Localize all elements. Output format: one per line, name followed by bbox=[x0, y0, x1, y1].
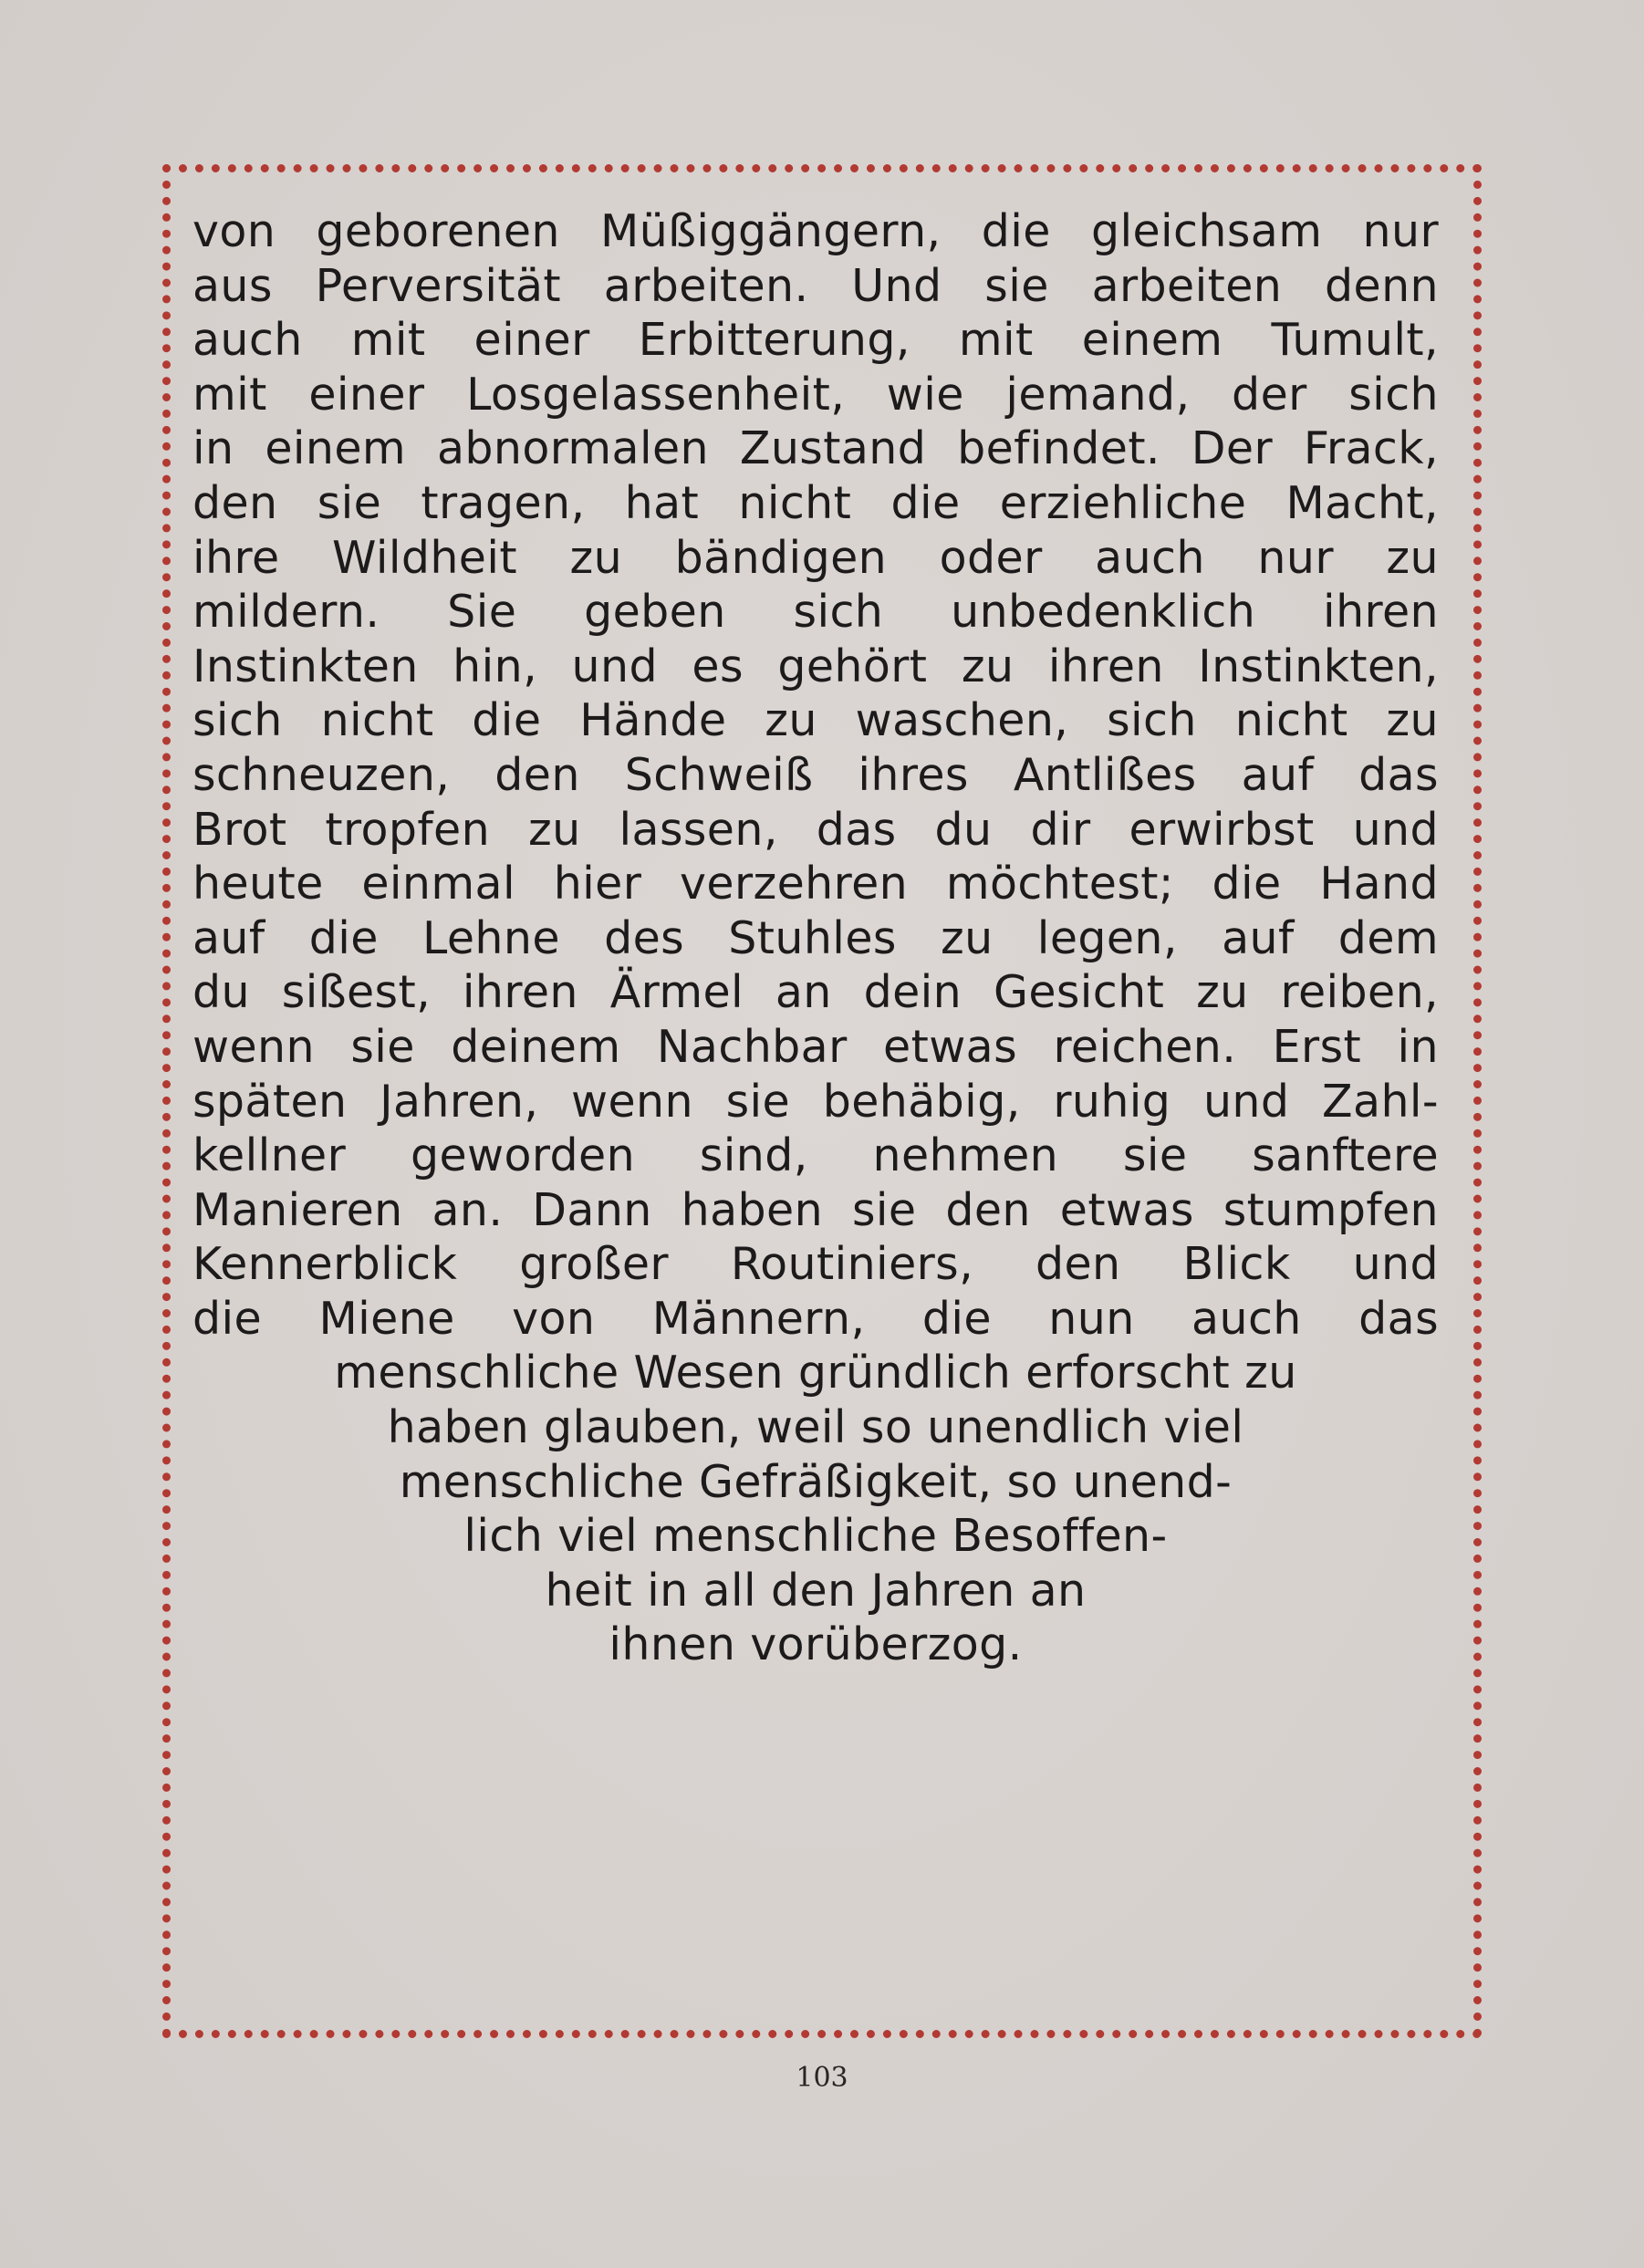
tail-line-5: heit in all den Jahren an bbox=[545, 1564, 1087, 1617]
text-line-9: Instinkten hin, und es gehört zu ihren Instinkten, bbox=[192, 640, 1439, 692]
tail-line-1: menschliche Wesen gründlich erforscht zu bbox=[334, 1347, 1297, 1399]
text-line-14: auf die Lehne des Stuhles zu legen, auf dem bbox=[192, 911, 1439, 964]
text-line-21: die Miene von Männern, die nun auch das bbox=[192, 1292, 1439, 1345]
text-line-3: auch mit einer Erbitterung, mit einem Tumult, bbox=[192, 314, 1439, 367]
page-number: 103 bbox=[796, 2062, 848, 2094]
text-line-19: Manieren an. Dann haben sie den etwas stumpfen bbox=[192, 1183, 1439, 1236]
tail-line-3: menschliche Gefräßigkeit, so unend- bbox=[399, 1455, 1233, 1508]
text-line-12: Brot tropfen zu lassen, das du dir erwirbst und bbox=[192, 803, 1439, 856]
tail-line-6: ihnen vorüberzog. bbox=[609, 1618, 1023, 1671]
text-line-10: sich nicht die Hände zu waschen, sich nicht zu bbox=[192, 694, 1439, 747]
text-line-13: heute einmal hier verzehren möchtest; die Hand bbox=[192, 858, 1439, 910]
text-line-17: späten Jahren, wenn sie behäbig, ruhig und Zahl- bbox=[192, 1075, 1439, 1128]
body-text bbox=[192, 204, 1439, 1672]
text-line-4: mit einer Losgelassenheit, wie jemand, der sich bbox=[192, 368, 1439, 421]
tail-line-2: haben glauben, weil so unendlich viel bbox=[387, 1401, 1244, 1454]
text-line-8: mildern. Sie geben sich unbedenklich ihren bbox=[192, 586, 1439, 639]
tail-line-4: lich viel menschliche Besoffen- bbox=[463, 1510, 1168, 1563]
text-line-2: aus Perversität arbeiten. Und sie arbeiten denn bbox=[192, 259, 1439, 312]
text-line-18: kellner geworden sind, nehmen sie sanftere bbox=[192, 1129, 1439, 1182]
text-line-5: in einem abnormalen Zustand befindet. Der Frack, bbox=[192, 422, 1439, 475]
text-line-11: schneuzen, den Schweiß ihres Antlißes auf das bbox=[192, 748, 1439, 801]
text-line-7: ihre Wildheit zu bändigen oder auch nur zu bbox=[192, 531, 1439, 584]
text-line-20: Kennerblick großer Routiniers, den Blick und bbox=[192, 1238, 1439, 1291]
text-line-1: von geborenen Müßiggängern, die gleichsam nur bbox=[192, 205, 1439, 257]
text-line-15: du sißest, ihren Ärmel an dein Gesicht zu reiben, bbox=[192, 966, 1439, 1019]
text-line-16: wenn sie deinem Nachbar etwas reichen. Erst in bbox=[192, 1020, 1439, 1073]
text-line-6: den sie tragen, hat nicht die erziehliche Macht, bbox=[192, 476, 1439, 529]
